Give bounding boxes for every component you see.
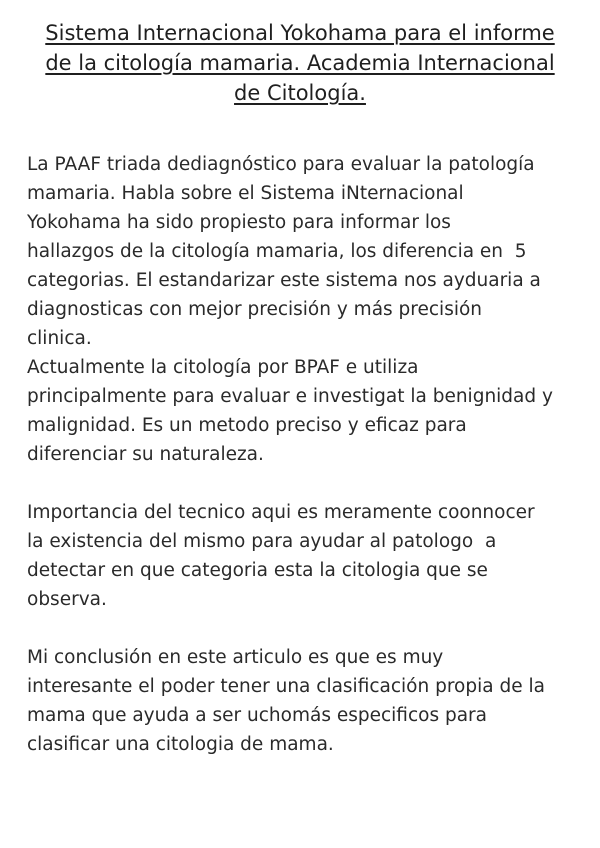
paragraph-line: clasificar una citologia de mama. bbox=[27, 734, 334, 755]
paragraph-line: Importancia del tecnico aqui es meramente coonnocer bbox=[27, 502, 535, 523]
paragraph-line: Actualmente la citología por BPAF e utiliza bbox=[27, 357, 419, 378]
paragraph-line: diferenciar su naturaleza. bbox=[27, 444, 264, 465]
paragraph-line: La PAAF triada dediagnóstico para evaluar la patología bbox=[27, 154, 535, 175]
paragraph-line: interesante el poder tener una clasificación propia de la bbox=[27, 676, 545, 697]
document-body bbox=[27, 150, 587, 759]
paragraph-line: mamaria. Habla sobre el Sistema iNternacional bbox=[27, 183, 464, 204]
paragraph-line: Yokohama ha sido propiesto para informar los bbox=[27, 212, 451, 233]
paragraph-line: principalmente para evaluar e investigat la benignidad y bbox=[27, 386, 553, 407]
paragraph-line: detectar en que categoria esta la citologia que se bbox=[27, 560, 488, 581]
paragraph-conclusion bbox=[27, 643, 587, 759]
paragraph-line: Mi conclusión en este articulo es que es muy bbox=[27, 647, 444, 668]
title-line-1: Sistema Internacional Yokohama para el informe bbox=[45, 21, 555, 45]
title-line-3: de Citología. bbox=[234, 81, 366, 105]
paragraph-line: malignidad. Es un metodo preciso y eficaz para bbox=[27, 415, 467, 436]
paragraph-line: categorias. El estandarizar este sistema nos ayduaria a bbox=[27, 270, 541, 291]
paragraph-line: diagnosticas con mejor precisión y más precisión bbox=[27, 299, 483, 320]
paragraph-line: clinica. bbox=[27, 328, 92, 349]
document-title bbox=[20, 18, 580, 108]
paragraph-line: hallazgos de la citología mamaria, los diferencia en 5 bbox=[27, 241, 527, 262]
paragraph-line: la existencia del mismo para ayudar al patologo a bbox=[27, 531, 497, 552]
paragraph-current-use bbox=[27, 353, 587, 469]
paragraph-technician-importance bbox=[27, 498, 587, 614]
paragraph-intro bbox=[27, 150, 587, 353]
title-line-2: de la citología mamaria. Academia Internacional bbox=[45, 51, 555, 75]
paragraph-spacer bbox=[27, 469, 587, 498]
paragraph-line: mama que ayuda a ser uchomás especificos para bbox=[27, 705, 487, 726]
paragraph-spacer bbox=[27, 614, 587, 643]
paragraph-line: observa. bbox=[27, 589, 107, 610]
